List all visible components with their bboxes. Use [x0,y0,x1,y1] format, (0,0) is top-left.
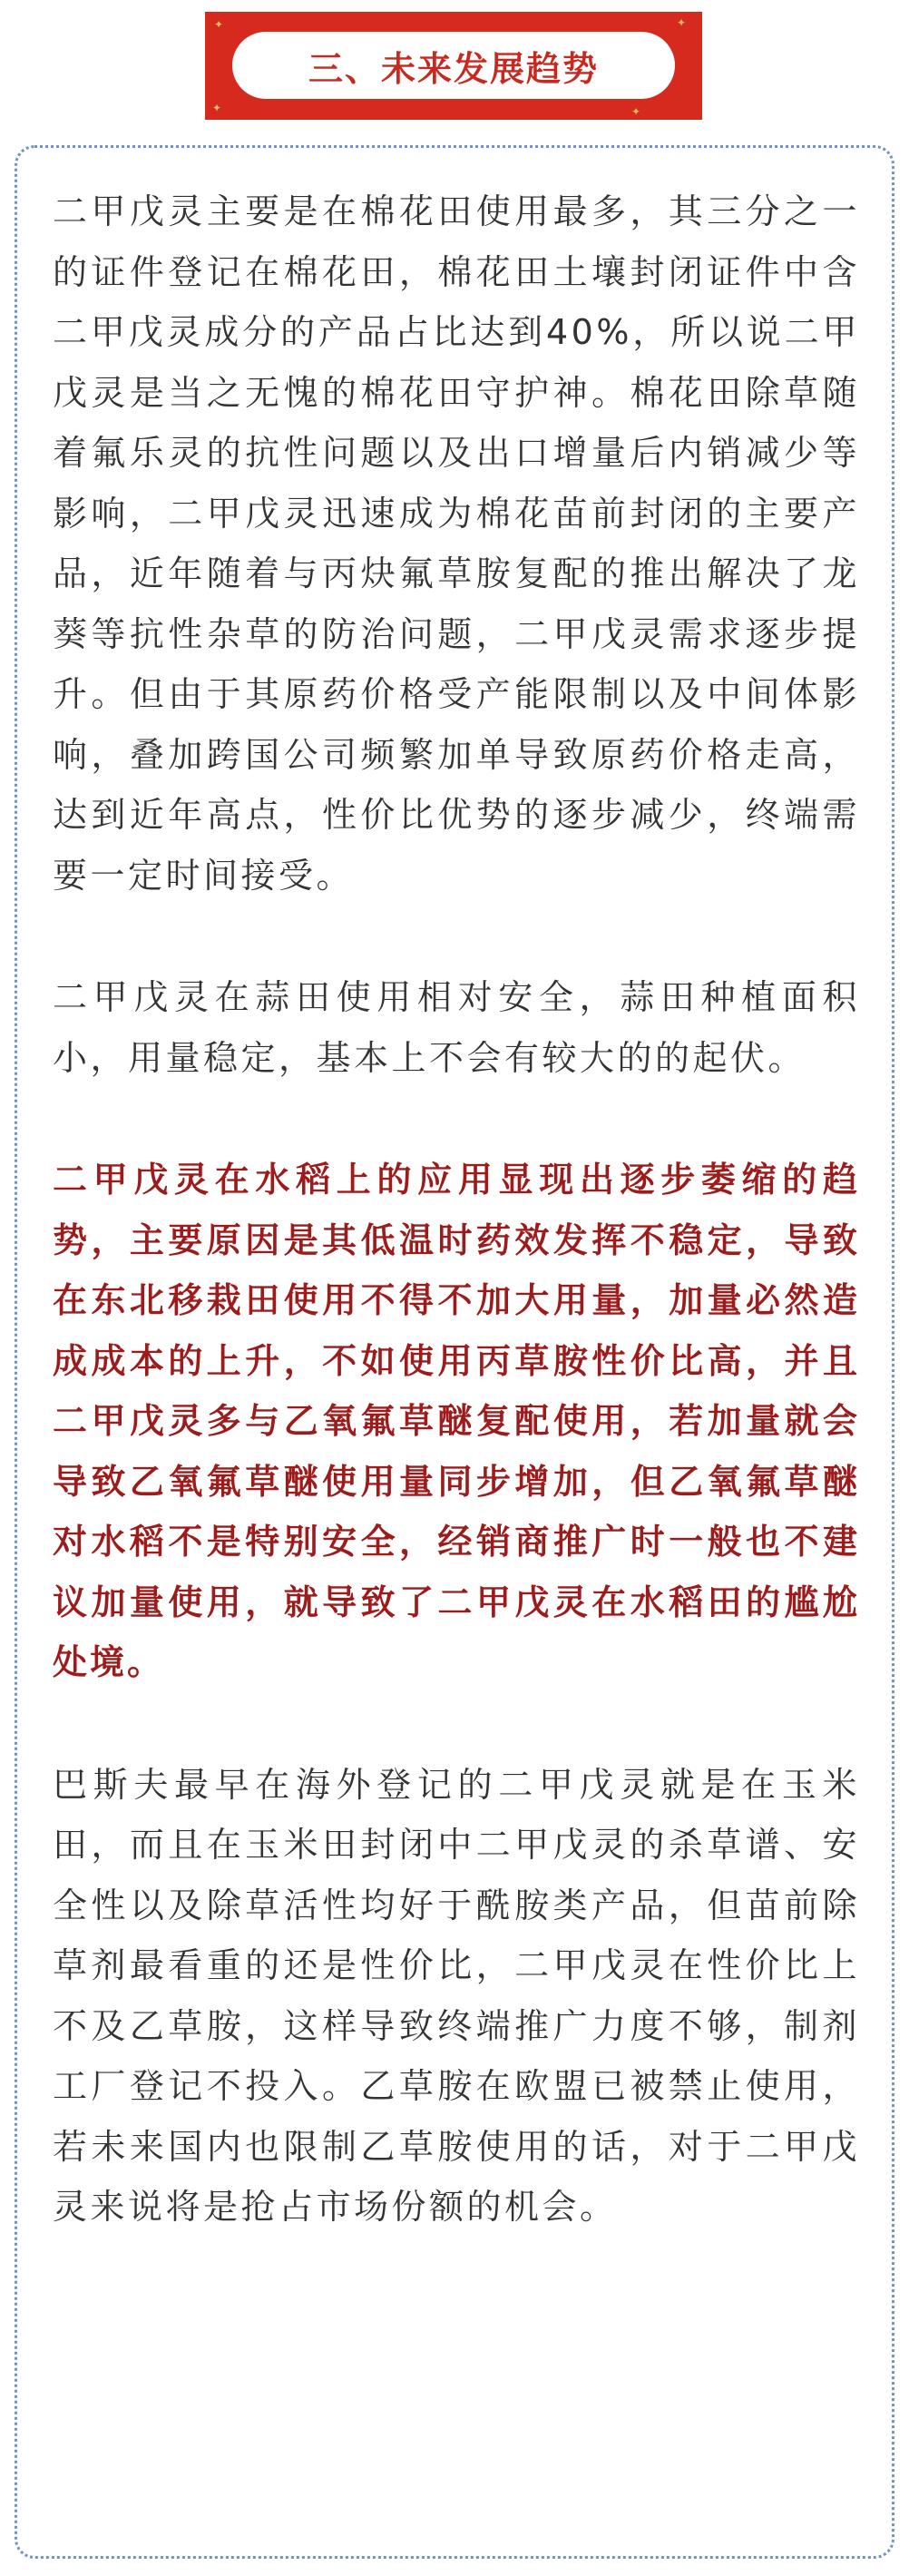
section-title: 三、未来发展趋势 [308,48,599,89]
paragraph-rice-emphasis: 二甲戊灵在水稻上的应用显现出逐步萎缩的趋势，主要原因是其低温时药效发挥不稳定，导致在东北移栽田使用不得不加大用量，加量必然造成成本的上升，不如使用丙草胺性价比高，并且二甲戊灵多与乙氧氟草醚复配使用，若加量就会导致乙氧氟草醚使用量同步增加，但乙氧氟草醚对水稻不是特别安全，经销商推广时一般也不建议加量使用，就导致了二甲戊灵在水稻田的尴尬处境。 [53,1160,860,1682]
paragraph-cotton: 二甲戊灵主要是在棉花田使用最多，其三分之一的证件登记在棉花田，棉花田土壤封闭证件中含二甲戊灵成分的产品占比达到40%，所以说二甲戊灵是当之无愧的棉花田守护神。棉花田除草随着氟乐灵的抗性问题以及出口增量后内销减少等影响，二甲戊灵迅速成为棉花苗前封闭的主要产品，近年随着与丙炔氟草胺复配的推出解决了龙葵等抗性杂草的防治问题，二甲戊灵需求逐步提升。但由于其原药价格受产能限制以及中间体影响，叠加跨国公司频繁加单导致原药价格走高，达到近年高点，性价比优势的逐步减少，终端需要一定时间接受。 [53,191,860,896]
decorative-star-icon: ✦ [631,105,641,118]
section-header-banner [205,12,702,120]
decorative-star-icon: ✦ [677,16,687,29]
section-title-pill [232,32,675,99]
decorative-star-icon: ✦ [212,102,222,114]
article-body [53,181,860,2299]
decorative-star-icon: ✦ [214,18,224,31]
paragraph-garlic: 二甲戊灵在蒜田使用相对安全，蒜田种植面积小，用量稳定，基本上不会有较大的的起伏。 [53,977,860,1078]
paragraph-corn: 巴斯夫最早在海外登记的二甲戊灵就是在玉米田，而且在玉米田封闭中二甲戊灵的杀草谱、安全性以及除草活性均好于酰胺类产品，但苗前除草剂最看重的还是性价比，二甲戊灵在性价比上不及乙草胺，这样导致终端推广力度不够，制剂工厂登记不投入。乙草胺在欧盟已被禁止使用，若未来国内也限制乙草胺使用的话，对于二甲戊灵来说将是抢占市场份额的机会。 [53,1764,860,2227]
